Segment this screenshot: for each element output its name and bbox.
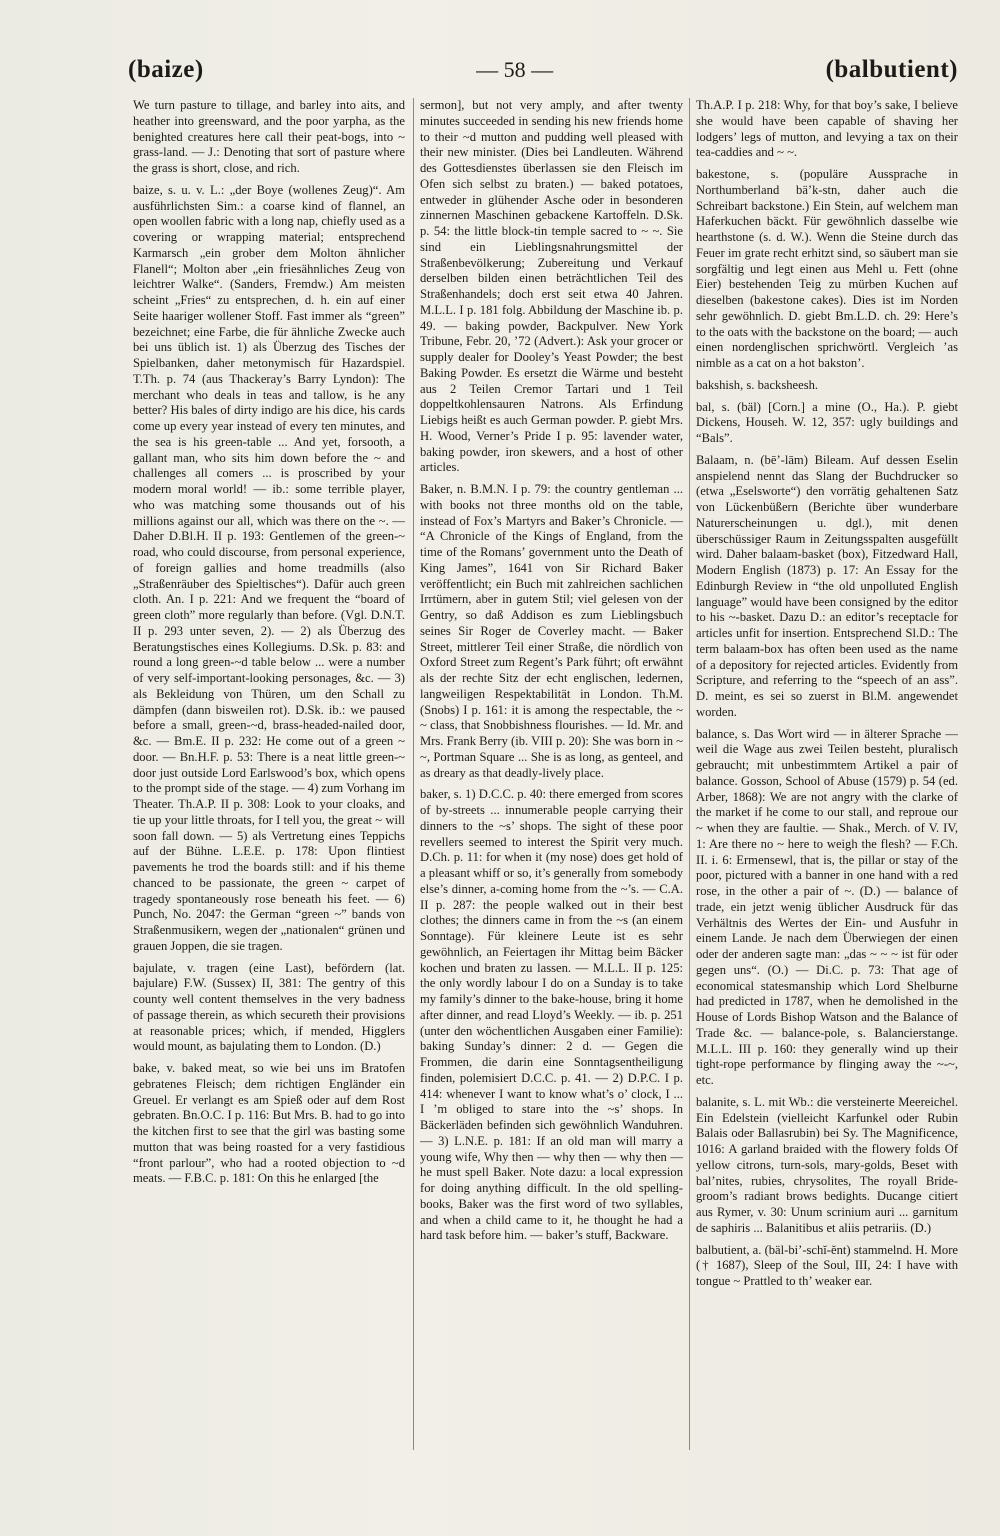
entry-balbutient: balbutient, a. (bäl-bi’-schĭ-ĕnt) stammelnd. H. More († 1687), Sleep of the Soul, III, 24: I have with tongue ~ Prattled to th’ weaker ear. — [696, 1242, 958, 1288]
entry-bajulate: bajulate, v. tragen (eine Last), befördern (lat. bajulare) F.W. (Sussex) II, 381: The gentry of this county well content themselves in the very badness of passage therein, as which secureth their provisions at reasonable prices; which, if mended, Higglers would mount, as bajulating them to London. (D.) — [133, 960, 405, 1054]
right-running-head: (balbutient) — [825, 56, 958, 83]
entry-baize: baize, s. u. v. L.: „der Boye (wollenes Zeug)“. Am ausführlichsten Sim.: a coarse kind of flannel, an open woollen fabric with a long nap, chiefly used as a covering or wrapping material; entsprechend Karmarsch „ein grober dem Molton ähnlicher Flanell“; Molton aber „ein friesähnliches Zeug von leichtrer Walke“. (Sanders, Fremdw.) Am meisten scheint „Fries“ zu entsprechen, d. h. ein auf einer Seite haariger wollener Stoff. Fast immer als “green” bezeichnet; eine Farbe, die für ähnliche Zwecke auch bei uns üblich ist. 1) als Überzug des Tisches der Spielbanken, daher metonymisch für Hazardspiel. T.Th. p. 74 (aus Thackeray’s Barry Lyndon): The merchant who deals in teas and tallow, is he any better? His bales of dirty indigo are his dice, his cards come up every year instead of every ten minutes, and the sea is his green-table ... And yet, forsooth, a gallant man, who sits him down before the ~ and challenges all comers ... is proscribed by your modern moral world! — ib.: some terrible player, who was matching some thousands out of his millions against our all, which was there on the ~. — Daher D.Bl.H. II p. 193: Gentlemen of the green-~ road, who could discourse, from personal experience, of foreign gallies and home treadmills (also „Straßenräuber des Spieltisches“). Dafür auch green cloth. An. I p. 221: And we frequent the “board of green cloth” more regularly than before. (Vgl. D.N.T. II p. 293 unter seven, 2). — 2) als Überzug des Beratungstisches eines Kollegiums. D.Sk. p. 83: and round a long green-~d table below ... were a number of very self-important-looking personages, &c. — 3) als Bekleidung von Thüren, um den Schall zu dämpfen (dann bisweilen rot). D.Sk. ib.: we paused before a small, green-~d, brass-headed-nailed door, &c. — Bm.E. II p. 232: He come out of a green ~ door. — Bn.H.F. p. 53: There is a neat little green-~ door just outside Lord Earlswood’s box, which opens to the prompt side of the stage. — 4) zum Vorhang im Theater. Th.A.P. II p. 308: Look to your cloaks, and tie up your little throats, for I tell you, the great ~ will soon fall down. — 5) als Vertretung eines Teppichs auf der Bühne. L.E.E. p. 178: Upon flintiest pavements he trod the boards still: and if his theme chanced to be passionate, the green ~ carpet of tragedy spontaneously rose beneath his feet. — 6) Punch, No. 2047: the German “green ~” bands von Straßenmusikern, wegen der „nationalen“ grünen und grauen Joppen, die sie tragen. — [133, 182, 405, 953]
entry-balance: balance, s. Das Wort wird — in älterer Sprache — weil die Wage aus zwei Teilen besteht, pluralisch gebraucht; mit unbestimmtem Artikel a pair of balance. Gosson, School of Abuse (1579) p. 54 (ed. Arber, 1868): We are not angry with the clarke of the market if he come to our stall, and reproue our ~ when they are faultie. — Shak., Merch. of V. IV, 1: Are there no ~ here to weigh the flesh? — F.Ch. II. i. 6: Ermensewl, that is, the pillar or stay of the poor, pictured with a banner in one hand with a red rose, in the other a pair of ~. (D.) — balance of trade, ein jetzt wenig üblicher Ausdruck für das Verhältnis des Wertes der Ein- und Ausfuhr in einem Lande. Je nach dem Überwiegen der einen oder der anderen sagte man: „das ~ ~ ~ ist für oder gegen uns“. (O.) — Di.C. p. 73: That age of economical statesmanship which Lord Shelburne had predicted in 1787, when he demolished in the House of Lords Bishop Watson and the Balance of Trade &c. — balance-pole, s. Balancierstange. M.L.L. III p. 160: they generally wind up their tight-rope performance by flinging away the ~-~, etc. — [696, 726, 958, 1087]
page-number: — 58 — — [476, 57, 554, 82]
entry-baker-name: Baker, n. B.M.N. I p. 79: the country gentleman ... with books not three months old on the table, instead of Fox’s Martyrs and Baker’s Chronicle. — “A Chronicle of the Kings of England, from the time of the Romans’ government unto the Death of King James”, 1641 von Sir Richard Baker veröffentlicht; ein Buch mit zahlreichen sachlichen Irrtümern, aber in gutem Stil; viel gelesen von der Gentry, so daß Addison es zum Lieblingsbuch seines Sir Roger de Coverley macht. — Baker Street, mittlerer Teil einer Straße, die nördlich von Oxford Street zum Regent’s Park führt; oft erwähnt als der rechte Sitz der echt englischen, ledernen, langweiligen Respektabilität in London. Th.M. (Snobs) I p. 161: it is among the respectable, the ~ ~ class, that Snobbishness flourishes. — Id. Mr. and Mrs. Frank Berry (ib. VIII p. 20): She was born in ~ ~, Portman Square ... She is as long, as genteel, and as dreary as that deadly-lively place. — [420, 482, 683, 780]
column-3 — [696, 98, 958, 1450]
entry-bakshish: bakshish, s. backsheesh. — [696, 377, 819, 392]
entry-bakestone: bakestone, s. (populäre Aussprache in Northumberland bä’k-stn, daher auch die Schreibart backstone.) Ein Stein, auf welchem man Haferkuchen bäckt. Für gewöhnlich dasselbe wie hearthstone (s. d. W.). Wenn die Steine durch das Feuer im grate recht erhitzt sind, so säubert man sie sorgfältig und legt einen aus Mehl u. Fett (ohne Eier) bestehenden Teig zu mürben Kuchen auf dieselben (bakestone cakes). Dies ist im Norden sehr gewöhnlich. D. giebt Bm.L.D. ch. 29: Here’s to the oats with the backstone on the board; — auch einen nordenglischen sprichwörtl. Vergleich ’as nimble as a cat on a hot bakston’. — [696, 167, 958, 370]
column-2 — [420, 98, 683, 1450]
left-running-head: (baize) — [128, 56, 204, 83]
column-divider — [413, 98, 414, 1450]
column-divider — [689, 98, 690, 1450]
entry-balaam: Balaam, n. (bē’-lām) Bileam. Auf dessen Eselin anspielend nennt das Slang der Buchdrucker so (etwa „Eselsworte“) den vorrätig gehaltenen Satz von Lückenbüßern (Berichte über wunderbare Naturerscheinungen u. dgl.), mit denen überschüssiger Raum in Zeitungsspalten ausgefüllt wird. Daher balaam-basket (box), Fitzedward Hall, Modern English (1873) p. 17: An Essay for the Edinburgh Review in “the old unpolluted English language” would have been consigned by the editor to his ~-basket. Dazu D.: an editor’s receptacle for articles unfit for insertion. Entsprechend Sl.D.: The term balaam-box has often been used as the name of a depository for rejected articles. Evidently from Scripture, and referring to the “speech of an ass”. D. meint, es sei so zuerst in Bl.M. angewendet worden. — [696, 452, 958, 719]
text-columns — [133, 98, 958, 1450]
entry-baker: baker, s. 1) D.C.C. p. 40: there emerged from scores of by-streets ... innumerable people carrying their dinners to the ~s’ shops. The sight of these poor revellers seemed to interest the Spirit very much. D.Ch. p. 11: for when it (my nose) does get hold of a pleasant whiff or so, it’s generally from somebody else’s dinner, a-coming home from the ~’s. — C.A. II p. 287: the people walked out in their best clothes; the dinners came in from the ~s (an einem Sonntage). Für kleinere Leute ist es sehr gewöhnlich, an Feiertagen ihr Mittag beim Bäcker kochen und braten zu lassen. — M.L.L. II p. 125: the only wordly labour I do on a Sunday is to take my family’s dinner to the bake-house, bring it home after dinner, and read Lloyd’s Weekly. — ib. p. 251 (unter den wöchentlichen Ausgaben einer Familie): baking Sunday’s dinner: 2 d. — Gegen die Frommen, die darin eine Sonntagsentheiligung finden, polemisiert D.C.C. p. 41. — 2) D.P.C. I p. 414: whenever I want to know what’s o’ clock, I ... I ’m obliged to stare into the ~s’ shops. In Bäckerläden befinden sich gewöhnlich Wanduhren. — 3) L.N.E. p. 181: If an old man will marry a young wife, Why then — why then — why then — he must spell Baker. Note dazu: a local expression for doing anything difficult. In the old spelling-books, Baker was the first word of two syllables, and when a child came to it, he thought he had a hard task before him. — baker’s stuff, Backware. — [420, 787, 683, 1243]
entry-continuation: We turn pasture to tillage, and barley into aits, and heather into greensward, and the poor yarpha, as the benighted creatures here call their peat-bogs, into ~ grass-land. — J.: Denoting that sort of pasture where the grass is short, close, and rich. — [133, 98, 405, 175]
page-header — [128, 48, 958, 92]
entry-bake-continued: sermon], but not very amply, and after twenty minutes succeeded in sending his new friends home to their ~d mutton and pudding well pleased with their new minister. (Dies bei Landleuten. Während des Gottesdienstes überlassen sie den Fleisch im Ofen sich selbst zu braten.) — baked potatoes, entweder in glühender Asche oder in besonderen zinnernen Maschinen gebackene Kartoffeln. D.Sk. p. 54: the little block-tin temple sacred to ~ ~. Sie sind ein Lieblingsnahrungsmittel der Straßenbevölkerung; Zubereitung und Verkauf derselben bilden einen beträchtlichen Teil des Straßenhandels; doch erst seit etwa 40 Jahren. M.L.L. I p. 181 folg. Abbildung der Maschine ib. p. 49. — baking powder, Backpulver. New York Tribune, Febr. 20, ’72 (Advert.): Ask your grocer or supply dealer for Dooley’s Yeast Powder; the best Baking Powder. Es ersetzt die Wärme und besteht aus 2 Teilen Cremor Tartari und 1 Teil doppeltkohlensauren Natrons. Als Erfindung Liebigs heißt es auch German powder. P. giebt Mrs. H. Wood, Verner’s Pride I p. 95: lavender water, baking powder, iron skewers, and a host of other articles. — [420, 98, 683, 475]
column-1 — [133, 98, 405, 1450]
entry-baker-continued: Th.A.P. I p. 218: Why, for that boy’s sake, I believe she would have been capable of shaving her lodgers’ legs of mutton, and levying a tax on their tea-caddies and ~ ~. — [696, 98, 958, 160]
entry-balanite: balanite, s. L. mit Wb.: die versteinerte Meereichel. Ein Edelstein (vielleicht Karfunkel oder Rubin Balais oder Ballasrubin) bei Sy. The Magnificence, 1016: A garland braided with the flowery folds Of yellow citrons, turn-sols, mary-golds, Beset with bal’nites, rubies, chrysolites, The royall Bride-groom’s radiant brows bedights. Ducange citiert aus Rymer, v. 30: Unum scrinium auri ... garnitum de saphiris ... Balanitibus et aliis petrariis. (D.) — [696, 1094, 958, 1235]
entry-bake: bake, v. baked meat, so wie bei uns im Bratofen gebratenes Fleisch; dem richtigen Engländer ein Greuel. Er verlangt es am Spieß oder auf dem Rost gebraten. Bn.O.C. I p. 116: But Mrs. B. had to go into the kitchen first to see that the girl was basting some mutton that was being roasted for a very fastidious “front parlour”, who had a rooted objection to ~d meats. — F.B.C. p. 181: On this he enlarged [the — [133, 1061, 405, 1186]
entry-bal: bal, s. (bäl) [Corn.] a mine (O., Ha.). P. giebt Dickens, Househ. W. 12, 357: ugly buildings and “Bals”. — [696, 399, 958, 445]
